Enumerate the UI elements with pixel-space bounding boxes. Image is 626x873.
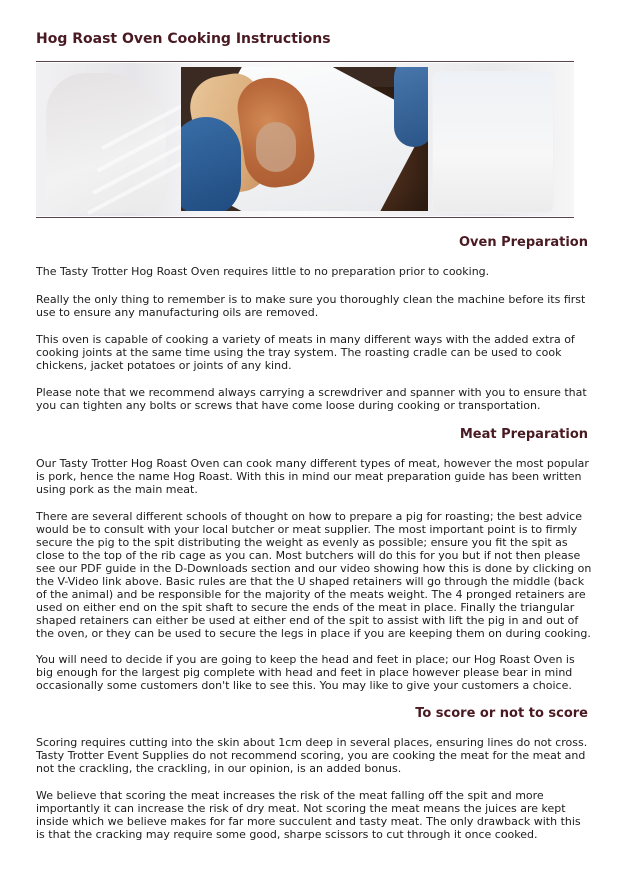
paragraph: We believe that scoring the meat increases the risk of the meat falling off the spit and more importantly it can increase the risk of dry meat. Not scoring the meat means the juices are kept inside which we believe makes for far more succulent and tasty meat. The only drawback with this is that the cracking may require some good, sharpe scissors to cut through it once cooked.	[36, 789, 581, 841]
paragraph: Scoring requires cutting into the skin about 1cm deep in several places, ensuring lines do not cross. Tasty Trotter Event Supplies do not recommend scoring, you are cooking the meat for the meat and not the crackling, the crackling, in our opinion, is an added bonus.	[36, 736, 588, 775]
pulled-pork-photo	[181, 67, 428, 211]
heading-to-score-or-not: To score or not to score	[415, 706, 588, 721]
paragraph: This oven is capable of cooking a variety of meats in many different ways with the added extra of cooking joints at the same time using the tray system. The roasting cradle can be used to cook chickens, jacket potatoes or joints of any kind.	[36, 333, 575, 372]
paragraph: Please note that we recommend always carrying a screwdriver and spanner with you to ensure that you can tighten any bolts or screws that have come loose during cooking or transportation.	[36, 386, 587, 412]
page-title: Hog Roast Oven Cooking Instructions	[36, 31, 331, 47]
header-rule-bottom	[36, 217, 574, 218]
banner-faded-oven-image	[432, 71, 554, 213]
header-rule-top	[36, 61, 574, 62]
paragraph: The Tasty Trotter Hog Roast Oven requires little to no preparation prior to cooking.	[36, 265, 490, 278]
paragraph: Our Tasty Trotter Hog Roast Oven can cook many different types of meat, however the most popular is pork, hence the name Hog Roast. With this in mind our meat preparation guide has been written using pork as the main meat.	[36, 457, 589, 496]
heading-meat-preparation: Meat Preparation	[459, 427, 588, 442]
paragraph: You will need to decide if you are going to keep the head and feet in place; our Hog Roast Oven is big enough for the largest pig complete with head and feet in place however please bear in mind occasionally some customers don't like to see this. You may like to give your customers a choice.	[36, 653, 575, 692]
paragraph: There are several different schools of thought on how to prepare a pig for roasting; the best advice would be to consult with your local butcher or meat supplier. The most important point is to firmly secure the pig to the spit distributing the weight as evenly as possible; ensure you fit the spit as close to the top of the rib cage as you can. Most butchers will do this for you but if not then please see our PDF guide in the D-Downloads section and our video showing how this is done by clicking on the V-Video link above. Basic rules are that the U shaped retainers will go through the middle (back of the animal) and be responsible for the majority of the meats weight. The 4 pronged retainers are used on either end on the spit shaft to secure the ends of the meat in place. Finally the triangular shaped retainers can either be used at either end of the spit to assist with lift the pig in and out of the oven, or they can be used to secure the legs in place if you are keeping them on during cooking.	[36, 510, 592, 640]
paragraph: Really the only thing to remember is to make sure you thoroughly clean the machine before its first use to ensure any manufacturing oils are removed.	[36, 293, 586, 319]
heading-oven-preparation: Oven Preparation	[459, 235, 588, 250]
